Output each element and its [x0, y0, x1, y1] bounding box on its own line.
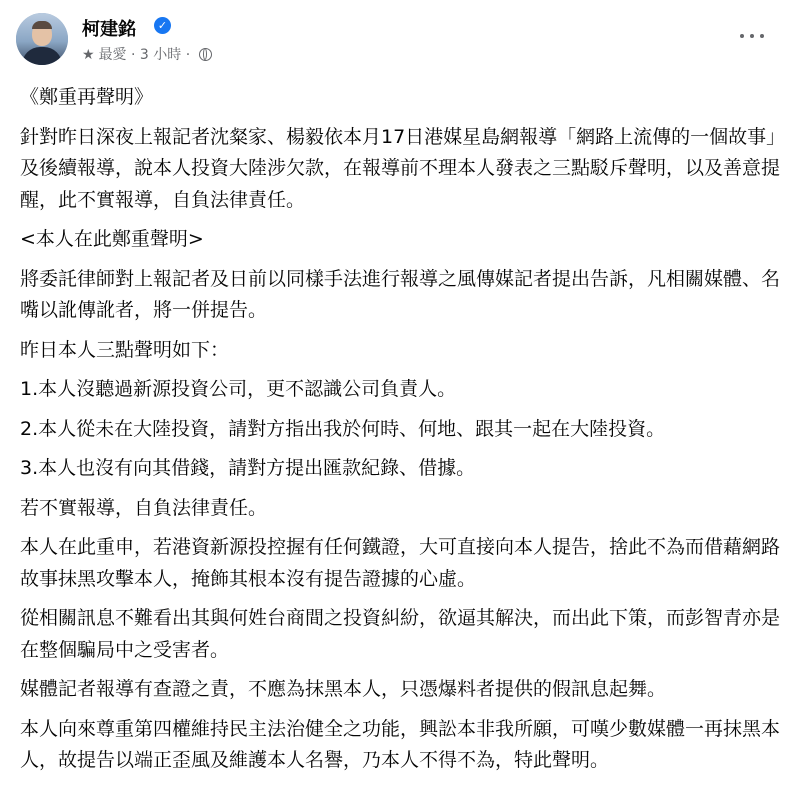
author-name[interactable]: 柯建銘 [82, 19, 136, 40]
more-dot-icon [760, 34, 764, 38]
post-paragraph: 若不實報導，自負法律責任。 [20, 496, 268, 519]
post-timestamp[interactable]: 3 小時 [139, 47, 182, 63]
post-paragraph: 本人向來尊重第四權維持民主法治健全之功能，興訟本非我所願，可嘆少數媒體一再抹黑本人，故提告以端正歪風及維護本人名譽，乃本人不得不為，特此聲明。 [20, 717, 781, 771]
meta-separator-2: · [181, 47, 195, 63]
post-paragraph: 2.本人從未在大陸投資，請對方指出我於何時、何地、跟其一起在大陸投資。 [20, 417, 666, 440]
post-title: 《鄭重再聲明》 [20, 86, 154, 108]
more-dot-icon [750, 34, 754, 38]
verified-badge-icon: ✓ [154, 17, 171, 34]
post-header [0, 0, 800, 76]
post-paragraph: 本人在此重申，若港資新源投控握有任何鐵證，大可直接向本人提告，捨此不為而借藉網路故事抹黑攻擊本人，掩飾其根本沒有提告證據的心虛。 [20, 536, 781, 590]
post-paragraph: 3.本人也沒有向其借錢，請對方提出匯款紀錄、借據。 [20, 457, 476, 479]
avatar-hair [32, 21, 52, 29]
post-body [20, 82, 790, 785]
post-paragraph: 針對昨日深夜上報記者沈粲家、楊毅依本月17日港媒星島網報導「網路上流傳的一個故事」及後續報導，說本人投資大陸涉欠款，在報導前不理本人發表之三點駁斥聲明，以及善意提醒，此不實報導，自負法律責任。 [20, 125, 786, 211]
post-paragraph: <本人在此鄭重聲明> [20, 228, 204, 250]
more-options-button[interactable] [738, 26, 766, 46]
favorites-star-icon: ★ [82, 47, 95, 63]
author-avatar[interactable] [16, 13, 68, 65]
more-dot-icon [740, 34, 744, 38]
post-paragraph: 將委託律師對上報記者及日前以同樣手法進行報導之風傳媒記者提出告訴，凡相關媒體、名嘴以訛傳訛者，將一併提告。 [20, 267, 781, 321]
post-paragraph: 1.本人沒聽過新源投資公司，更不認識公司負責人。 [20, 378, 457, 400]
post-paragraph: 從相關訊息不難看出其與何姓台商間之投資糾紛，欲逼其解決，而出此下策，而彭智青亦是在整個騙局中之受害者。 [20, 607, 781, 661]
public-globe-icon[interactable] [199, 48, 212, 61]
post-paragraph: 媒體記者報導有查證之責，不應為抹黑本人，只憑爆料者提供的假訊息起舞。 [20, 678, 667, 700]
post-paragraph: 昨日本人三點聲明如下： [20, 338, 230, 361]
post-meta [82, 44, 212, 64]
meta-separator: · [126, 47, 140, 63]
audience-label: 最愛 [98, 47, 127, 63]
